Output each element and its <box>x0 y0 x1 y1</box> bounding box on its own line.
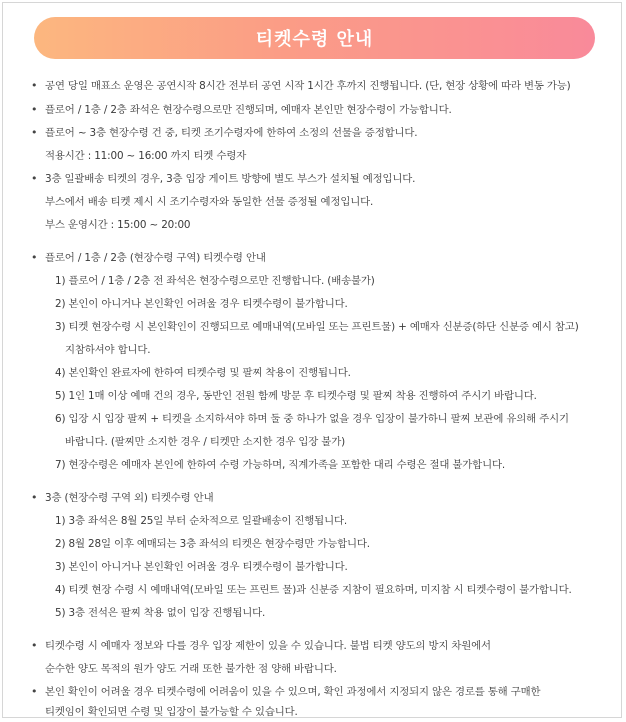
notice-line: • 플로어 / 1층 / 2층 좌석은 현장수령으로만 진행되며, 예매자 본인만 현장수령이 가능합니다. <box>45 103 452 117</box>
notice-line: 7) 현장수령은 예매자 본인에 한하여 수령 가능하며, 직계가족을 포함한 대리 수령은 절대 불가합니다. <box>55 459 505 471</box>
notice-line: 바랍니다. (팔찌만 소지한 경우 / 티켓만 소지한 경우 입장 불가) <box>65 436 345 448</box>
notice-line: • 티켓수령 시 예매자 정보와 다를 경우 입장 제한이 있을 수 있습니다. 불법 티켓 양도의 방지 차원에서 <box>45 639 491 653</box>
notice-line: 2) 본인이 아니거나 본인확인 어려울 경우 티켓수령이 불가합니다. <box>55 298 348 310</box>
notice-line: 지참하셔야 합니다. <box>65 344 151 356</box>
notice-line: • 공연 당일 매표소 운영은 공연시작 8시간 전부터 공연 시작 1시간 후까지 진행됩니다. (단, 현장 상황에 따라 변동 가능) <box>45 79 571 93</box>
notice-line: 4) 티켓 현장 수령 시 예매내역(모바일 또는 프린트 물)과 신분증 지참이 필요하며, 미지참 시 티켓수령이 불가합니다. <box>55 584 572 596</box>
notice-line: 4) 본인확인 완료자에 한하여 티켓수령 및 팔찌 착용이 진행됩니다. <box>55 367 351 379</box>
notice-line: • 3층 일괄배송 티켓의 경우, 3층 입장 게이트 방향에 별도 부스가 설치될 예정입니다. <box>45 172 415 186</box>
page-title: 티켓수령 안내 <box>34 17 595 59</box>
notice-line: 3) 본인이 아니거나 본인확인 어려울 경우 티켓수령이 불가합니다. <box>55 561 348 573</box>
notice-line: 부스에서 배송 티켓 제시 시 조기수령자와 동일한 선물 증정될 예정입니다. <box>45 196 374 208</box>
notice-line: 5) 1인 1매 이상 예매 건의 경우, 동반인 전원 함께 방문 후 티켓수령 및 팔찌 착용 진행하여 주시기 바랍니다. <box>55 390 537 402</box>
section-heading: • 3층 (현장수령 구역 외) 티켓수령 안내 <box>45 491 213 505</box>
notice-frame <box>2 2 622 718</box>
notice-line: 부스 운영시간 : 15:00 ~ 20:00 <box>45 219 191 231</box>
notice-line: 6) 입장 시 입장 팔찌 + 티켓을 소지하셔야 하며 둘 중 하나가 없을 경우 입장이 불가하니 팔찌 보관에 유의해 주시기 <box>55 413 569 425</box>
notice-line: • 본인 확인이 어려울 경우 티켓수령에 어려움이 있을 수 있으며, 확인 과정에서 지정되지 않은 경로를 통해 구매한 <box>45 685 540 699</box>
notice-line: 1) 플로어 / 1층 / 2층 전 좌석은 현장수령으로만 진행합니다. (배송불가) <box>55 275 375 287</box>
section-heading: • 플로어 / 1층 / 2층 (현장수령 구역) 티켓수령 안내 <box>45 251 266 265</box>
notice-line: 1) 3층 좌석은 8월 25일 부터 순차적으로 일괄배송이 진행됩니다. <box>55 515 347 527</box>
notice-line: 적용시간 : 11:00 ~ 16:00 까지 티켓 수령자 <box>45 150 247 162</box>
notice-line: • 플로어 ~ 3층 현장수령 건 중, 티켓 조기수령자에 한하여 소정의 선물을 증정합니다. <box>45 126 417 140</box>
notice-line: 티켓임이 확인되면 수령 및 입장이 불가능할 수 있습니다. <box>45 706 298 718</box>
notice-line: 순수한 양도 목적의 원가 양도 거래 또한 불가한 점 양해 바랍니다. <box>45 663 337 675</box>
notice-line: 2) 8월 28일 이후 예매되는 3층 좌석의 티켓은 현장수령만 가능합니다. <box>55 538 370 550</box>
notice-line: 5) 3층 전석은 팔찌 착용 없이 입장 진행됩니다. <box>55 607 266 619</box>
notice-line: 3) 티켓 현장수령 시 본인확인이 진행되므로 예매내역(모바일 또는 프린트물) + 예매자 신분증(하단 신분증 예시 참고) <box>55 321 579 333</box>
